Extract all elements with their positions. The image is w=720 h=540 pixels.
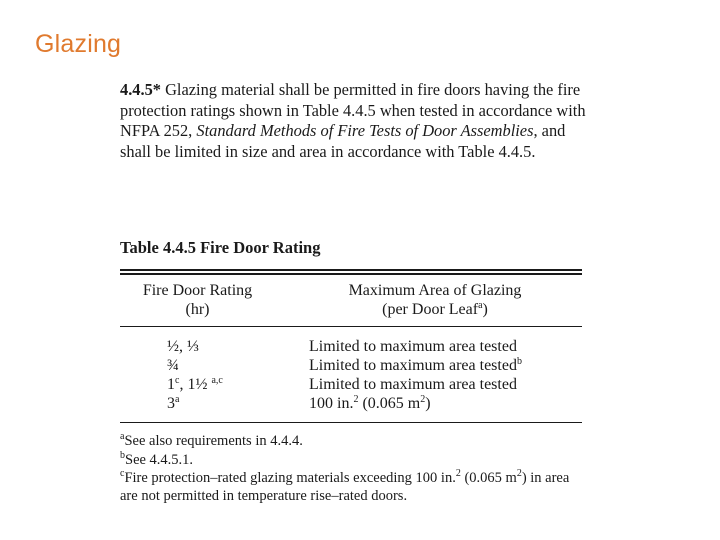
table-row-4-rating xyxy=(167,394,179,413)
header-fire-door-rating xyxy=(120,281,275,319)
rating-footnote-marker: a xyxy=(175,394,180,405)
header-right-pre: (per Door Leaf xyxy=(382,301,479,318)
area-footnote-marker: b xyxy=(516,356,522,367)
header-max-area xyxy=(310,281,560,319)
header-left-line1: Fire Door Rating xyxy=(142,282,253,299)
footnote-c-exponent: 2 xyxy=(455,468,461,479)
area-metric-exponent: 2 xyxy=(420,394,426,405)
footnote-c-marker: c xyxy=(120,468,125,479)
footnote-c-text1: Fire protection–rated glazing materials exceeding 100 in. xyxy=(124,470,456,486)
footnote-a xyxy=(120,432,590,450)
clause-number: 4.4.5* xyxy=(120,80,161,99)
clause-paragraph xyxy=(120,80,590,162)
table-row-1-rating xyxy=(167,337,199,356)
table-rule-bottom xyxy=(120,422,582,423)
slide-title: Glazing xyxy=(35,30,122,58)
footnote-c-text3: ) in area are not permitted in temperature rise–rated doors. xyxy=(120,470,570,504)
footnote-b xyxy=(120,451,590,469)
rating-footnote-marker-second: a,c xyxy=(211,375,223,386)
table-row-3-rating xyxy=(167,375,223,394)
area-value: Limited to maximum area tested xyxy=(309,376,517,393)
rating-value-second: , 1½ xyxy=(179,376,212,393)
table-caption: Table 4.4.5 Fire Door Rating xyxy=(120,238,321,257)
table-row-2-area xyxy=(309,356,522,375)
footnote-b-marker: b xyxy=(120,450,125,461)
area-value: 100 in. xyxy=(309,395,354,412)
footnote-c-text2: (0.065 m xyxy=(460,470,517,486)
table-rule-header xyxy=(120,326,582,327)
area-value: Limited to maximum area tested xyxy=(309,357,517,374)
clause-text-b: , and shall be limited in size and area in accordance with Table 4.4.5. xyxy=(120,121,566,161)
rating-footnote-marker: c xyxy=(175,375,180,386)
header-right-sup: a xyxy=(478,300,483,311)
table-rule-top xyxy=(120,269,582,271)
header-right-line2 xyxy=(310,300,560,319)
footnote-c xyxy=(120,469,590,505)
table-row-2-rating xyxy=(167,356,179,375)
rating-value: 1 xyxy=(167,376,175,393)
table-row-3-area xyxy=(309,375,517,394)
area-close: ) xyxy=(425,395,431,412)
area-value: Limited to maximum area tested xyxy=(309,338,517,355)
footnote-a-text: See also requirements in 4.4.4. xyxy=(124,433,303,449)
header-left-line2: (hr) xyxy=(185,301,210,318)
table-row-4-area xyxy=(309,394,431,413)
rating-value: ½, ⅓ xyxy=(167,338,199,355)
table-row-1-area xyxy=(309,337,517,356)
footnote-b-text: See 4.4.5.1. xyxy=(125,452,194,468)
standard-title: Standard Methods of Fire Tests of Door Assemblies xyxy=(196,121,534,140)
footnote-a-marker: a xyxy=(120,431,125,442)
rating-value: ¾ xyxy=(167,357,179,374)
area-metric: (0.065 m xyxy=(358,395,421,412)
header-right-line1: Maximum Area of Glazing xyxy=(348,282,522,299)
table-rule-top-second xyxy=(120,273,582,275)
clause-text-a: Glazing material shall be permitted in fire doors having the fire protection ratings shown in Table 4.4.5 when tested in accordance with NFPA 252, xyxy=(120,80,586,140)
footnote-c-exponent-second: 2 xyxy=(516,468,522,479)
header-right-post: ) xyxy=(482,301,488,318)
area-exponent: 2 xyxy=(353,394,359,405)
rating-value: 3 xyxy=(167,395,175,412)
